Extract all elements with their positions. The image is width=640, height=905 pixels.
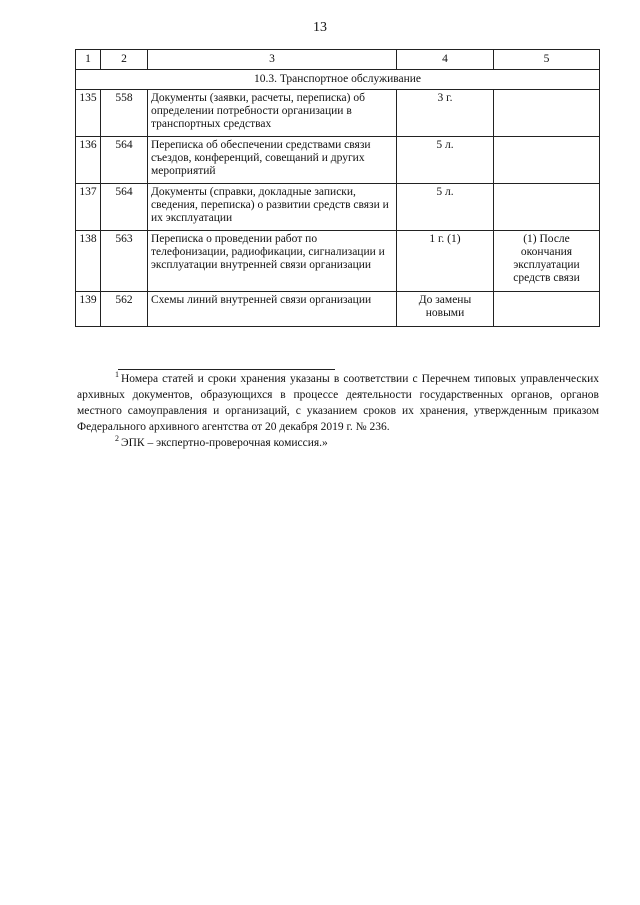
table-row [76,137,600,184]
page-number: 13 [313,20,327,35]
table-header-row [76,50,600,70]
row-index: 564 [101,137,148,184]
footnote-2 [77,435,599,451]
row-index: 563 [101,231,148,292]
table-row [76,292,600,327]
section-row [76,70,600,90]
row-term: 5 л. [397,184,494,231]
row-term: 3 г. [397,90,494,137]
column-number-3: 3 [148,50,397,70]
section-title: 10.3. Транспортное обслуживание [76,70,600,90]
row-title: Схемы линий внутренней связи организации [148,292,397,327]
footnote-marker: 2 [115,434,119,443]
footnote-text: Номера статей и сроки хранения указаны в соответствии с Перечнем типовых управленческих архивных документов, образующихся в процессе деятельности государственных органов, органов местного самоуправления и организаций, с указанием сроков их хранения, утвержденным приказом Федерального архивного агентства от 20 декабря 2019 г. № 236. [77,373,599,433]
row-number: 135 [76,90,101,137]
footnote-text: ЭПК – экспертно-проверочная комиссия.» [121,437,328,449]
footnote-1 [77,371,599,435]
row-term: 5 л. [397,137,494,184]
column-number-1: 1 [76,50,101,70]
table-row [76,90,600,137]
footnote-marker: 1 [115,370,119,379]
row-number: 139 [76,292,101,327]
column-number-4: 4 [397,50,494,70]
table-row [76,231,600,292]
row-number: 137 [76,184,101,231]
row-note [494,184,600,231]
row-title: Документы (справки, докладные записки, сведения, переписка) о развитии средств связи и их эксплуатации [148,184,397,231]
row-number: 138 [76,231,101,292]
row-number: 136 [76,137,101,184]
row-index: 562 [101,292,148,327]
table-row [76,184,600,231]
row-note: (1) После окончания эксплуатации средств связи [494,231,600,292]
row-title: Документы (заявки, расчеты, переписка) об определении потребности организации в транспортных средствах [148,90,397,137]
footnote-separator [118,369,335,370]
row-note [494,292,600,327]
footnotes [77,371,599,451]
row-term: До замены новыми [397,292,494,327]
row-title: Переписка об обеспечении средствами связи съездов, конференций, совещаний и других мероприятий [148,137,397,184]
row-index: 558 [101,90,148,137]
records-table [75,49,600,327]
row-note [494,137,600,184]
row-term: 1 г. (1) [397,231,494,292]
row-note [494,90,600,137]
row-index: 564 [101,184,148,231]
row-title: Переписка о проведении работ по телефонизации, радиофикации, сигнализации и эксплуатации внутренней связи организации [148,231,397,292]
column-number-5: 5 [494,50,600,70]
column-number-2: 2 [101,50,148,70]
